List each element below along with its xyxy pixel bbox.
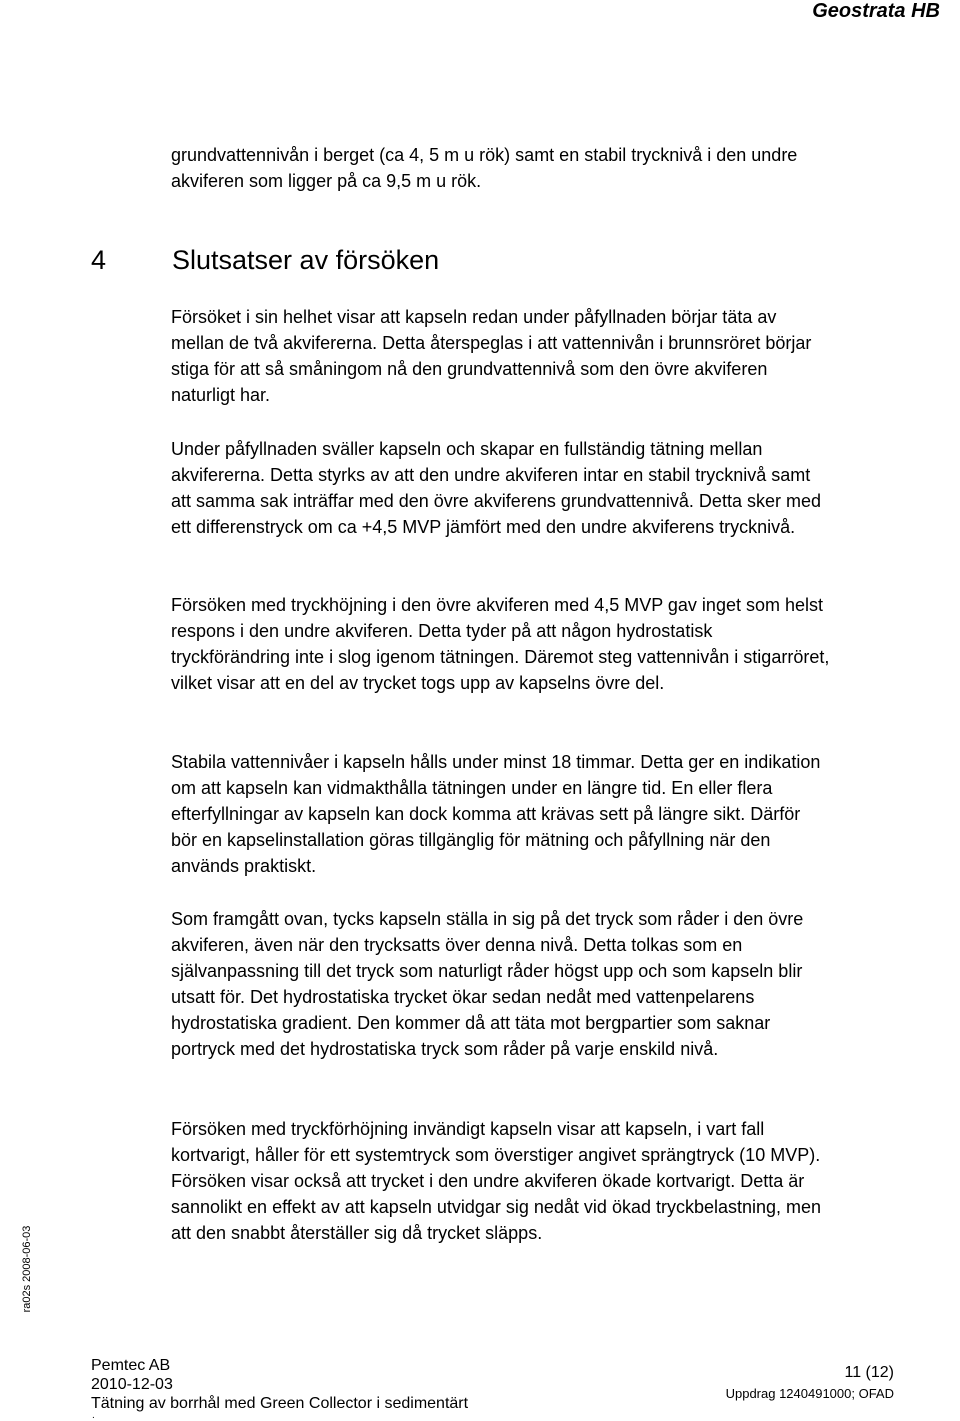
footer-left xyxy=(91,1356,468,1413)
section-number: 4 xyxy=(91,245,107,275)
page-number: 11 (12) xyxy=(844,1364,894,1381)
paragraph-3: Försöken med tryckhöjning i den övre akviferen med 4,5 MVP gav inget som helst respons i den undre akviferen. Detta tyder på att någon hydrostatisk tryckförändring inte i slog igenom tätningen. Däremot steg vattennivån i stigarröret, vilket visar att en del av trycket togs upp av kapselns övre del. xyxy=(171,595,830,693)
paragraph-6: Försöken med tryckförhöjning invändigt kapseln visar att kapseln, i vart fall kortvarigt, håller för ett systemtryck som överstiger angivet sprängtryck (10 MVP). Försöken visar också att trycket i den undre akviferen ökade kortvarigt. Detta är sannolikt en effekt av att kapseln utvidgar sig nedåt vid ökad tryckbelastning, men att den snabbt återställer sig då trycket släpps. xyxy=(171,1119,822,1243)
footer-date: 2010-12-03 xyxy=(91,1376,173,1393)
footer-dot: . xyxy=(92,1410,95,1421)
intro-paragraph: grundvattennivån i berget (ca 4, 5 m u rök) samt en stabil trycknivå i den undre akviferen som ligger på ca 9,5 m u rök. xyxy=(171,145,798,191)
paragraph-5: Som framgått ovan, tycks kapseln ställa in sig på det tryck som råder i den övre akviferen, även när den trycksatts över denna nivå. Detta tolkas som en självanpassning till det tryck som naturligt råder högst upp och som kapseln blir utsatt för. Det hydrostatiska trycket ökar sedan nedåt med vattenpelarens hydrostatiska gradient. Den kommer då att täta mot bergpartier som saknar portryck med det hydrostatiska tryck som råder på varje enskild nivå. xyxy=(171,909,804,1059)
paragraph-1: Försöket i sin helhet visar att kapseln redan under påfyllnaden börjar täta av mellan de två akvifererna. Detta återspeglas i att vattennivån i brunnsröret börjar stiga för att så småningom nå den grundvattennivå som den övre akviferen naturligt har. xyxy=(171,307,812,405)
side-revision-note: ra02s 2008-06-03 xyxy=(21,1225,33,1313)
footer-report-title: Tätning av borrhål med Green Collector i sedimentärt xyxy=(91,1395,469,1412)
paragraph-2: Under påfyllnaden sväller kapseln och skapar en fullständig tätning mellan akvifererna. Detta styrks av att den undre akviferen intar en stabil trycknivå samt att samma sak inträffar med den övre akviferens grundvattennivå. Detta sker med ett differenstryck om ca +4,5 MVP jämfört med den undre akviferens trycknivå. xyxy=(171,439,821,537)
footer-company: Pemtec AB xyxy=(91,1357,171,1374)
job-reference: Uppdrag 1240491000; OFAD xyxy=(725,1386,894,1401)
section-title: Slutsatser av försöken xyxy=(172,245,440,275)
header-company-name: Geostrata HB xyxy=(812,0,940,22)
paragraph-4: Stabila vattennivåer i kapseln hålls under minst 18 timmar. Detta ger en indikation om att kapseln kan vidmakthålla tätningen under en längre tid. En eller flera efterfyllningar av kapseln kan dock komma att krävas sett på längre sikt. Därför bör en kapselinstallation göras tillgänglig för mätning och påfyllning när den används praktiskt. xyxy=(171,752,821,876)
